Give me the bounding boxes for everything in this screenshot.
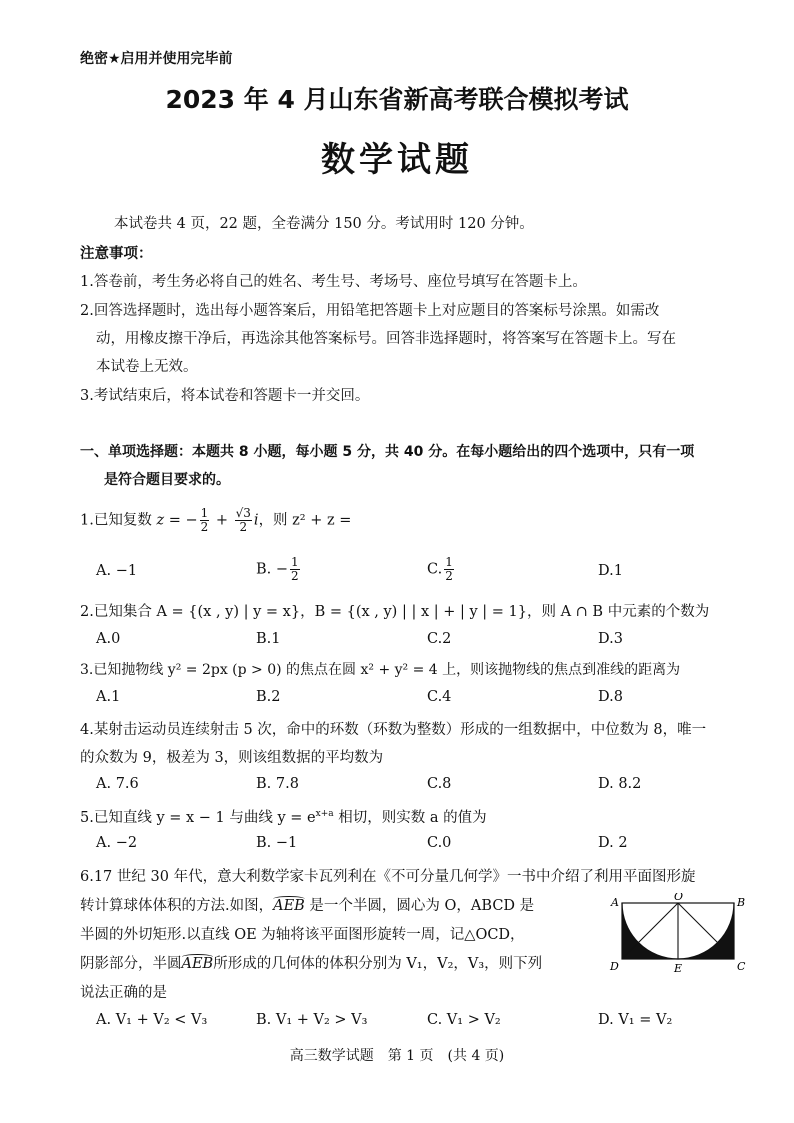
q2-option-a: A.0 xyxy=(96,631,121,647)
q1-option-a: A. −1 xyxy=(96,563,138,579)
q1-option-d: D.1 xyxy=(598,563,623,579)
question-4-line-1: 4.某射击运动员连续射击 5 次，命中的环数（环数为整数）形成的一组数据中，中位数为 8，唯一 xyxy=(80,722,707,738)
q1-frac-den: 2 xyxy=(200,520,209,534)
q1-suffix: ，则 z² + z = xyxy=(258,512,352,529)
question-6-line-2 xyxy=(80,894,534,915)
question-5-stem xyxy=(80,806,487,827)
q6-option-d: D. V₁ = V₂ xyxy=(598,1012,673,1028)
notice-item-2-line-2: 动，用橡皮擦干净后，再选涂其他答案标号。回答非选择题时，将答案写在答题卡上。写在 xyxy=(96,331,676,347)
q6-line2-pre: 转计算球体体积的方法.如图， xyxy=(80,898,274,914)
q5-exponent: x+a xyxy=(315,809,334,820)
intro-text: 本试卷共 4 页，22 题，全卷满分 150 分。考试用时 120 分钟。 xyxy=(114,216,534,232)
q4-option-a: A. 7.6 xyxy=(96,776,139,792)
q3-option-c: C.4 xyxy=(427,689,452,705)
question-2-stem: 2.已知集合 A = {(x , y) | y = x}，B = {(x , y) | | x | + | y | = 1}，则 A ∩ B 中元素的个数为 xyxy=(80,604,710,620)
q1-option-b-frac xyxy=(290,556,300,583)
q5-option-d: D. 2 xyxy=(598,835,628,851)
page-footer: 高三数学试题 第 1 页 (共 4 页) xyxy=(289,1048,505,1064)
notice-item-1: 1.答卷前，考生务必将自己的姓名、考生号、考场号、座位号填写在答题卡上。 xyxy=(80,274,587,290)
q5-text-pre: 5.已知直线 y = x − 1 与曲线 y = e xyxy=(80,810,316,826)
q1-option-b-prefix: B. − xyxy=(256,561,289,578)
q1-option-b-den: 2 xyxy=(291,569,299,583)
notice-item-2-line-3: 本试卷上无效。 xyxy=(96,359,198,375)
q1-frac-half xyxy=(200,507,210,534)
notice-heading: 注意事项： xyxy=(80,246,153,262)
q6-label-o: O xyxy=(674,893,684,903)
exam-title: 2023 年 4 月山东省新高考联合模拟考试 xyxy=(165,85,629,114)
q1-option-c xyxy=(427,556,456,583)
section-1-heading-line-1: 一、单项选择题：本题共 8 小题，每小题 5 分，共 40 分。在每小题给出的四个选项中，只有一项 xyxy=(80,444,695,460)
q1-plus: + xyxy=(215,512,229,529)
q2-option-b: B.1 xyxy=(256,631,281,647)
notice-item-2-line-1: 2.回答选择题时，选出每小题答案后，用铅笔把答题卡上对应题目的答案标号涂黑。如需改 xyxy=(80,303,660,319)
q1-z-eq: z = − xyxy=(156,512,198,529)
q4-option-d: D. 8.2 xyxy=(598,776,642,792)
q6-label-b: B xyxy=(737,896,746,909)
q1-option-c-num: 1 xyxy=(445,555,453,569)
q1-option-c-den: 2 xyxy=(445,569,453,583)
q1-sqrt3-den: 2 xyxy=(239,520,248,534)
q3-option-a: A.1 xyxy=(96,689,121,705)
question-6-line-3: 半圆的外切矩形.以直线 OE 为轴将该平面图形旋转一周，记△OCD， xyxy=(80,927,525,943)
q5-option-c: C.0 xyxy=(427,835,452,851)
notice-item-3: 3.考试结束后，将本试卷和答题卡一并交回。 xyxy=(80,388,370,404)
question-6-line-1: 6.17 世纪 30 年代，意大利数学家卡瓦列利在《不可分量几何学》一书中介绍了利用平面图形旋 xyxy=(80,869,696,885)
q5-option-b: B. −1 xyxy=(256,835,298,851)
confidential-mark: 绝密★启用并使用完毕前 xyxy=(80,51,233,67)
q4-option-c: C.8 xyxy=(427,776,452,792)
q1-option-c-prefix: C. xyxy=(427,561,443,578)
q6-line2-post: 是一个半圆，圆心为 O，ABCD 是 xyxy=(304,898,535,914)
q6-line4-pre: 阴影部分，半圆 xyxy=(80,956,182,972)
q3-option-b: B.2 xyxy=(256,689,281,705)
question-3-stem: 3.已知抛物线 y² = 2px (p > 0) 的焦点在圆 x² + y² = 4 上，则该抛物线的焦点到准线的距离为 xyxy=(80,662,681,678)
q6-label-e: E xyxy=(674,962,683,975)
q6-option-b: B. V₁ + V₂ > V₃ xyxy=(256,1012,368,1028)
q6-label-d: D xyxy=(610,960,619,973)
question-6-line-5: 说法正确的是 xyxy=(80,985,167,1001)
q1-option-b xyxy=(256,556,302,583)
q1-option-c-frac xyxy=(444,556,454,583)
question-6-line-4 xyxy=(80,952,542,973)
q1-sqrt3-num: √3 xyxy=(235,506,251,520)
q6-arc-label-2: AEB xyxy=(181,956,214,972)
q4-option-b: B. 7.8 xyxy=(256,776,299,792)
q5-text-post: 相切，则实数 a 的值为 xyxy=(333,810,487,826)
q1-imag-unit: i xyxy=(253,512,259,529)
q6-line4-post: 所形成的几何体的体积分别为 V₁，V₂，V₃，则下列 xyxy=(213,956,543,972)
q1-prefix: 1.已知复数 xyxy=(80,512,152,529)
q2-option-c: C.2 xyxy=(427,631,452,647)
question-1-stem xyxy=(80,507,351,534)
q6-figure xyxy=(604,893,752,977)
q2-option-d: D.3 xyxy=(598,631,623,647)
q6-arc-label: AEB xyxy=(273,898,305,914)
q6-option-a: A. V₁ + V₂ < V₃ xyxy=(96,1012,208,1028)
q6-option-c: C. V₁ > V₂ xyxy=(427,1012,501,1028)
q1-option-b-num: 1 xyxy=(291,555,299,569)
section-1-heading-line-2: 是符合题目要求的。 xyxy=(104,472,230,488)
q6-label-c: C xyxy=(737,960,746,973)
subject-title: 数学试题 xyxy=(321,140,473,180)
q3-option-d: D.8 xyxy=(598,689,623,705)
q6-label-a: A xyxy=(611,896,619,909)
q1-frac-sqrt3 xyxy=(235,507,252,534)
question-4-line-2: 的众数为 9，极差为 3，则该组数据的平均数为 xyxy=(80,750,384,766)
q5-option-a: A. −2 xyxy=(96,835,138,851)
q1-frac-num: 1 xyxy=(200,506,209,520)
